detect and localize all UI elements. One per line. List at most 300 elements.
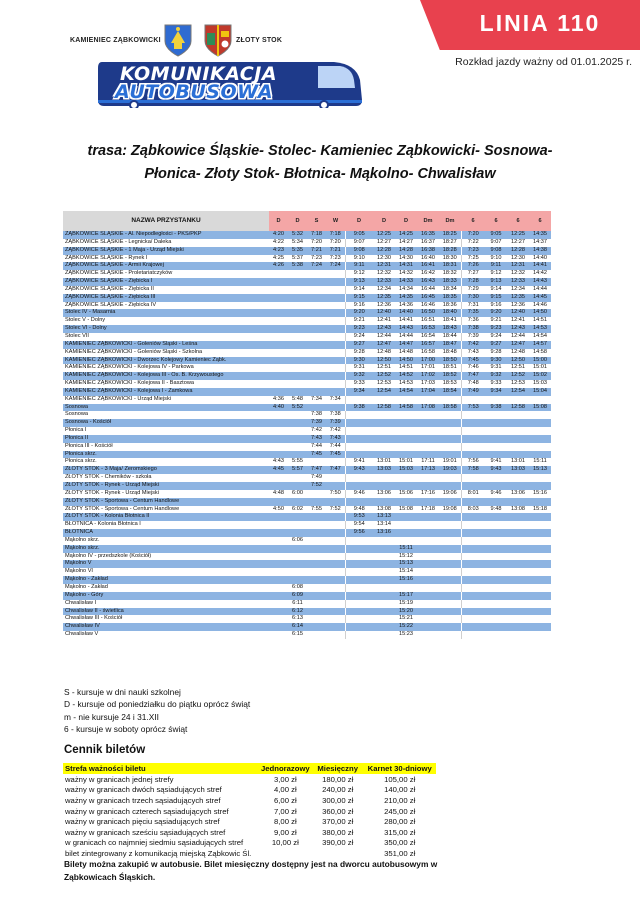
timetable-row [63, 325, 551, 333]
price-value: 351,00 zł [384, 848, 416, 858]
price-value: 7,00 zł [274, 806, 297, 816]
departure-time: 14:35 [395, 294, 417, 302]
departure-time [439, 482, 461, 490]
departure-time [307, 529, 326, 537]
departure-time [507, 553, 529, 561]
departure-time: 9:24 [485, 333, 507, 341]
price-value: 140,00 zł [384, 785, 416, 795]
departure-time: 9:32 [345, 372, 373, 380]
departure-time: 18:34 [439, 286, 461, 294]
departure-time [269, 592, 288, 600]
departure-time [269, 608, 288, 616]
departure-time: 9:28 [485, 349, 507, 357]
departure-time [439, 411, 461, 419]
departure-time [269, 568, 288, 576]
price-value: 180,00 zł [322, 774, 354, 784]
departure-time: 8:03 [461, 506, 485, 514]
departure-time [326, 623, 345, 631]
stop-name: ZŁOTY STOK - Rynek - Urząd Miejski [63, 490, 269, 498]
departure-time: 14:41 [395, 317, 417, 325]
departure-time [288, 411, 307, 419]
departure-time [345, 537, 373, 545]
departure-time [307, 372, 326, 380]
timetable-row [63, 576, 551, 584]
departure-time [461, 545, 485, 553]
departure-time [417, 584, 439, 592]
departure-time: 9:38 [345, 404, 373, 412]
departure-time: 9:34 [485, 388, 507, 396]
departure-time: 12:31 [373, 262, 395, 270]
departure-time [345, 427, 373, 435]
stop-name: Mąkolno V [63, 560, 269, 568]
departure-time: 9:41 [485, 458, 507, 466]
departure-time: 14:35 [529, 231, 551, 239]
departure-time: 18:51 [439, 364, 461, 372]
departure-time [326, 537, 345, 545]
departure-time [461, 435, 485, 443]
departure-time: 9:16 [485, 302, 507, 310]
departure-time [417, 513, 439, 521]
departure-time [307, 600, 326, 608]
departure-time: 18:25 [439, 231, 461, 239]
stop-name: ZŁOTY STOK - Rynek - Urząd Miejski [63, 482, 269, 490]
departure-time [345, 435, 373, 443]
price-value: 210,00 zł [384, 795, 416, 805]
departure-time: 7:20 [326, 239, 345, 247]
price-value: 300,00 zł [322, 795, 354, 805]
departure-time: 12:53 [373, 380, 395, 388]
departure-time: 14:47 [395, 341, 417, 349]
departure-time [439, 560, 461, 568]
departure-time [345, 553, 373, 561]
departure-time [529, 411, 551, 419]
departure-time: 13:13 [373, 513, 395, 521]
departure-time [461, 631, 485, 639]
departure-time: 17:16 [417, 490, 439, 498]
departure-time: 15:14 [395, 568, 417, 576]
departure-time [288, 270, 307, 278]
departure-time: 7:23 [326, 255, 345, 263]
departure-time: 4:25 [269, 255, 288, 263]
stop-name: Chwalisław IV [63, 623, 269, 631]
departure-time [345, 419, 373, 427]
departure-time [507, 396, 529, 404]
departure-time [395, 435, 417, 443]
departure-time [529, 419, 551, 427]
departure-time: 7:45 [461, 357, 485, 365]
departure-time: 9:12 [485, 270, 507, 278]
departure-time [507, 631, 529, 639]
departure-time: 7:18 [307, 231, 326, 239]
departure-time [326, 584, 345, 592]
departure-time [373, 419, 395, 427]
price-list-title: Cennik biletów [64, 744, 146, 756]
price-value: 8,00 zł [274, 817, 297, 827]
departure-time [461, 521, 485, 529]
stop-name: ZĄBKOWICE ŚLĄSKIE - Armii Krajowej [63, 262, 269, 270]
column-header: 6 [485, 211, 507, 231]
price-row [63, 838, 436, 849]
departure-time: 9:30 [345, 357, 373, 365]
column-header: D [288, 211, 307, 231]
departure-time: 9:14 [345, 286, 373, 294]
departure-time: 18:31 [439, 262, 461, 270]
departure-time [461, 560, 485, 568]
departure-time [485, 451, 507, 459]
departure-time: 7:25 [461, 255, 485, 263]
departure-time [485, 576, 507, 584]
departure-time [529, 608, 551, 616]
price-row [63, 827, 436, 838]
departure-time: 7:49 [461, 388, 485, 396]
timetable-row [63, 521, 551, 529]
departure-time [288, 341, 307, 349]
departure-time [507, 435, 529, 443]
departure-time [326, 592, 345, 600]
departure-time: 13:08 [373, 506, 395, 514]
departure-time: 9:32 [485, 372, 507, 380]
departure-time [345, 396, 373, 404]
departure-time: 7:20 [307, 239, 326, 247]
timetable-row [63, 262, 551, 270]
departure-time: 9:07 [345, 239, 373, 247]
departure-time: 15:17 [395, 592, 417, 600]
departure-time: 14:31 [395, 262, 417, 270]
departure-time: 9:33 [485, 380, 507, 388]
departure-time [417, 419, 439, 427]
departure-time: 7:52 [326, 506, 345, 514]
departure-time [345, 568, 373, 576]
departure-time [507, 560, 529, 568]
departure-time [307, 278, 326, 286]
departure-time: 7:46 [461, 364, 485, 372]
timetable-row [63, 545, 551, 553]
departure-time [439, 584, 461, 592]
departure-time [307, 325, 326, 333]
timetable-row [63, 427, 551, 435]
departure-time [417, 451, 439, 459]
departure-time: 9:48 [485, 506, 507, 514]
price-value: 9,00 zł [274, 827, 297, 837]
departure-time: 15:13 [529, 466, 551, 474]
departure-time [485, 427, 507, 435]
departure-time: 12:43 [373, 325, 395, 333]
price-row [63, 785, 436, 796]
departure-time [288, 349, 307, 357]
departure-time [461, 592, 485, 600]
timetable-row [63, 357, 551, 365]
departure-time: 7:24 [307, 262, 326, 270]
departure-time: 15:03 [529, 380, 551, 388]
departure-time: 15:04 [529, 388, 551, 396]
departure-time [307, 513, 326, 521]
departure-time [485, 623, 507, 631]
departure-time [529, 529, 551, 537]
departure-time [326, 560, 345, 568]
departure-time: 9:11 [345, 262, 373, 270]
stop-name: ZŁOTY STOK - Sportowa - Centum Handlowe [63, 506, 269, 514]
departure-time [269, 553, 288, 561]
departure-time [326, 568, 345, 576]
price-value: 105,00 zł [384, 774, 416, 784]
departure-time [307, 333, 326, 341]
departure-time: 18:30 [439, 255, 461, 263]
departure-time: 9:20 [485, 309, 507, 317]
departure-time: 7:52 [307, 482, 326, 490]
departure-time [373, 482, 395, 490]
departure-time [439, 576, 461, 584]
departure-time: 13:06 [507, 490, 529, 498]
route-line-1: trasa: Ząbkowice Śląskie- Stolec- Kamieniec Ząbkowicki- Sosnowa- [87, 143, 553, 159]
departure-time [439, 435, 461, 443]
departure-time: 15:01 [395, 458, 417, 466]
departure-time: 17:03 [417, 380, 439, 388]
departure-time [529, 396, 551, 404]
departure-time [269, 309, 288, 317]
departure-time: 15:11 [529, 458, 551, 466]
departure-time: 9:11 [485, 262, 507, 270]
departure-time: 16:46 [417, 302, 439, 310]
timetable-row [63, 396, 551, 404]
departure-time [373, 427, 395, 435]
stop-name: ZŁOTY STOK - Kolonia Błotnica II [63, 513, 269, 521]
departure-time [269, 513, 288, 521]
departure-time: 7:39 [326, 419, 345, 427]
departure-time: 15:06 [395, 490, 417, 498]
departure-time: 18:35 [439, 294, 461, 302]
departure-time [417, 623, 439, 631]
departure-time [269, 498, 288, 506]
departure-time [373, 443, 395, 451]
stop-name: Mąkolno IV - przedszkole (Kościół) [63, 553, 269, 561]
departure-time [373, 600, 395, 608]
departure-time: 14:51 [395, 364, 417, 372]
departure-time: 6:08 [288, 584, 307, 592]
stop-name: ZĄBKOWICE ŚLĄSKIE - Ziębicka IV [63, 302, 269, 310]
departure-time [345, 411, 373, 419]
departure-time [507, 451, 529, 459]
stop-name: Mąkolno skrz. [63, 545, 269, 553]
stop-name: ZĄBKOWICE ŚLĄSKIE - Rynek I [63, 255, 269, 263]
price-value: 4,00 zł [274, 785, 297, 795]
departure-time: 5:34 [288, 239, 307, 247]
timetable-row [63, 615, 551, 623]
stop-name: Sosnowa - Kościół [63, 419, 269, 427]
departure-time: 14:40 [395, 309, 417, 317]
departure-time: 14:45 [529, 294, 551, 302]
stop-name: Stolec V - Dolny [63, 317, 269, 325]
legend-item: S - kursuje w dni nauki szkolnej [64, 687, 181, 697]
departure-time: 14:48 [395, 349, 417, 357]
departure-time: 12:52 [373, 372, 395, 380]
departure-time: 6:13 [288, 615, 307, 623]
departure-time: 18:36 [439, 302, 461, 310]
departure-time: 17:04 [417, 388, 439, 396]
validity-date: Rozkład jazdy ważny od 01.01.2025 r. [455, 56, 632, 68]
departure-time: 13:08 [507, 506, 529, 514]
departure-time: 14:43 [395, 325, 417, 333]
departure-time [326, 357, 345, 365]
departure-time [345, 615, 373, 623]
departure-time [461, 529, 485, 537]
timetable-row [63, 458, 551, 466]
departure-time: 16:43 [417, 278, 439, 286]
departure-time: 4:50 [269, 506, 288, 514]
stop-name: Stolec VI - Dolny [63, 325, 269, 333]
departure-time [485, 545, 507, 553]
departure-time: 13:14 [373, 521, 395, 529]
timetable-row [63, 309, 551, 317]
departure-time: 12:33 [507, 278, 529, 286]
departure-time [345, 584, 373, 592]
departure-time: 9:56 [345, 529, 373, 537]
departure-time [288, 529, 307, 537]
departure-time [307, 349, 326, 357]
departure-time [461, 396, 485, 404]
departure-time: 9:15 [345, 294, 373, 302]
departure-time [269, 349, 288, 357]
stop-name: BŁOTNICA [63, 529, 269, 537]
departure-time [417, 600, 439, 608]
departure-time [345, 545, 373, 553]
route-description [70, 140, 570, 186]
departure-time: 6:12 [288, 608, 307, 616]
departure-time: 12:43 [507, 325, 529, 333]
departure-time: 12:34 [507, 286, 529, 294]
price-value: 390,00 zł [322, 838, 354, 848]
departure-time [485, 419, 507, 427]
price-value: 3,00 zł [274, 774, 297, 784]
timetable-row [63, 466, 551, 474]
departure-time [373, 576, 395, 584]
departure-time [439, 592, 461, 600]
departure-time [307, 458, 326, 466]
departure-time [373, 396, 395, 404]
departure-time [417, 592, 439, 600]
departure-time [395, 537, 417, 545]
departure-time: 14:37 [529, 239, 551, 247]
timetable-row [63, 231, 551, 239]
departure-time: 9:16 [345, 302, 373, 310]
departure-time [269, 584, 288, 592]
price-zone: w granicach co najmniej siedmiu sąsiadujących stref [65, 838, 244, 848]
column-header: 6 [529, 211, 551, 231]
departure-time [307, 498, 326, 506]
departure-time: 6:15 [288, 631, 307, 639]
departure-time [307, 341, 326, 349]
departure-time: 4:22 [269, 239, 288, 247]
departure-time [373, 451, 395, 459]
departure-time [529, 568, 551, 576]
departure-time: 7:55 [307, 506, 326, 514]
departure-time [461, 498, 485, 506]
departure-time [307, 309, 326, 317]
departure-time [461, 576, 485, 584]
departure-time: 14:38 [529, 247, 551, 255]
departure-time [485, 396, 507, 404]
legend-item: 6 - kursuje w soboty oprócz świąt [64, 723, 188, 734]
departure-time [326, 545, 345, 553]
departure-time [417, 396, 439, 404]
departure-time: 12:48 [373, 349, 395, 357]
departure-time: 17:18 [417, 506, 439, 514]
departure-time [345, 498, 373, 506]
departure-time [269, 380, 288, 388]
departure-time [307, 623, 326, 631]
stop-name: ZĄBKOWICE ŚLĄSKIE - Ziębicka II [63, 286, 269, 294]
departure-time: 18:50 [439, 357, 461, 365]
departure-time: 12:27 [507, 239, 529, 247]
departure-time: 7:43 [326, 435, 345, 443]
departure-time [326, 333, 345, 341]
stop-name: Stolec VII [63, 333, 269, 341]
departure-time [395, 411, 417, 419]
timetable-row [63, 592, 551, 600]
price-value: 240,00 zł [322, 785, 354, 795]
departure-time [288, 388, 307, 396]
departure-time: 15:21 [395, 615, 417, 623]
departure-time [507, 498, 529, 506]
stop-name: KAMIENIEC ZĄBKOWICKI - Kolejowa III - Os. B. Krzywoustego [63, 372, 269, 380]
departure-time [439, 568, 461, 576]
departure-time [269, 529, 288, 537]
departure-time [288, 576, 307, 584]
departure-time: 12:28 [373, 247, 395, 255]
timetable-row [63, 553, 551, 561]
stop-name: Mąkolno - Zakład [63, 584, 269, 592]
timetable-row [63, 435, 551, 443]
price-zone: ważny w granicach sześciu sąsiadujących stref [65, 827, 226, 837]
departure-time: 12:51 [507, 364, 529, 372]
departure-time [345, 474, 373, 482]
departure-time [485, 560, 507, 568]
departure-time: 18:32 [439, 270, 461, 278]
departure-time [529, 521, 551, 529]
departure-time: 7:26 [461, 262, 485, 270]
stop-name: Mąkolno - Zakład [63, 576, 269, 584]
departure-time: 14:44 [395, 333, 417, 341]
departure-time [417, 545, 439, 553]
timetable-row [63, 506, 551, 514]
column-header: Dm [439, 211, 461, 231]
departure-time [395, 529, 417, 537]
column-header: S [307, 211, 326, 231]
departure-time: 12:36 [507, 302, 529, 310]
departure-time: 15:22 [395, 623, 417, 631]
departure-time [395, 482, 417, 490]
departure-time: 14:40 [529, 255, 551, 263]
departure-time [269, 482, 288, 490]
price-zone: ważny w granicach pięciu sąsiadujących stref [65, 817, 220, 827]
departure-time: 16:50 [417, 309, 439, 317]
departure-time: 9:05 [485, 231, 507, 239]
departure-time [373, 411, 395, 419]
departure-time: 9:33 [345, 380, 373, 388]
column-header: D [345, 211, 373, 231]
departure-time: 7:21 [307, 247, 326, 255]
departure-time [345, 443, 373, 451]
timetable-row [63, 623, 551, 631]
departure-time [288, 309, 307, 317]
departure-time: 15:01 [529, 364, 551, 372]
departure-time: 12:27 [373, 239, 395, 247]
departure-time [507, 592, 529, 600]
departure-time [485, 600, 507, 608]
departure-time: 12:40 [373, 309, 395, 317]
departure-time: 12:32 [373, 270, 395, 278]
departure-time: 14:34 [395, 286, 417, 294]
departure-time [326, 380, 345, 388]
